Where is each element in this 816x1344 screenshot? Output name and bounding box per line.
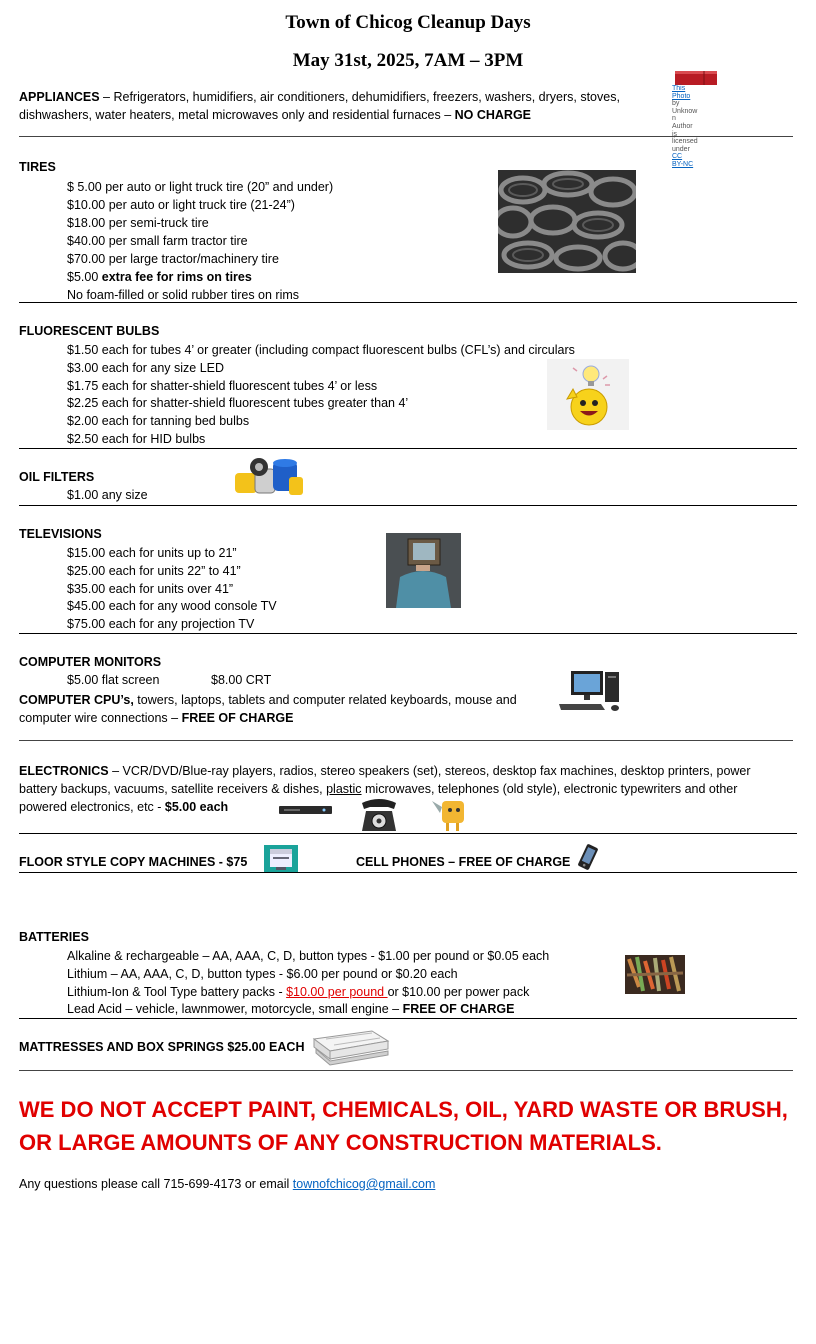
bulb-price-item: $1.75 each for shatter-shield fluorescent tubes 4’ or less bbox=[67, 378, 378, 393]
electronics-plastic: plastic bbox=[326, 782, 362, 796]
cpu-section bbox=[19, 691, 559, 727]
divider bbox=[19, 872, 797, 873]
mattress-image bbox=[312, 1027, 390, 1067]
tv-list bbox=[67, 545, 277, 634]
cpu-line2: computer wire connections – bbox=[19, 711, 182, 725]
batteries-list bbox=[67, 948, 549, 1019]
tires-heading: TIRES bbox=[19, 160, 56, 174]
credit-word: by bbox=[672, 100, 680, 108]
credit-word[interactable]: This bbox=[672, 85, 686, 92]
bulb-price-item: $3.00 each for any size LED bbox=[67, 360, 225, 375]
warning-line2: OR LARGE AMOUNTS OF ANY CONSTRUCTION MATERIALS. bbox=[19, 1130, 662, 1155]
divider bbox=[19, 448, 797, 449]
divider bbox=[19, 740, 793, 741]
monitors-heading: COMPUTER MONITORS bbox=[19, 655, 162, 669]
credit-word: under bbox=[672, 145, 690, 153]
electronics-price: $5.00 each bbox=[164, 800, 229, 814]
lithium-ion-pack: or $10.00 per power pack bbox=[387, 984, 530, 999]
warning-notice bbox=[19, 1093, 809, 1159]
warning-line1: WE DO NOT ACCEPT PAINT, CHEMICALS, OIL, YARD WASTE OR BRUSH, bbox=[19, 1097, 788, 1122]
credit-word: Unknow bbox=[672, 107, 698, 115]
computer-image bbox=[557, 668, 623, 712]
telephone-image bbox=[358, 797, 400, 833]
cpu-charge: FREE OF CHARGE bbox=[181, 711, 294, 725]
lithium-ion-text: Lithium-Ion & Tool Type battery packs - bbox=[67, 984, 287, 999]
appliances-heading: APPLIANCES bbox=[19, 90, 100, 104]
divider bbox=[19, 505, 797, 506]
electronics-heading: ELECTRONICS bbox=[19, 764, 109, 778]
rim-fee-price: $5.00 bbox=[67, 270, 102, 284]
lithium-ion-price: $10.00 per pound bbox=[286, 984, 388, 999]
tv-price-item: $25.00 each for units 22” to 41” bbox=[67, 563, 241, 578]
bulb-price-item: $1.50 each for tubes 4’ or greater (including compact fluorescent bulbs (CFL’s) and circulars bbox=[67, 343, 575, 357]
oil-filter-image bbox=[233, 455, 305, 503]
cpu-line1: towers, laptops, tablets and computer related keyboards, mouse and bbox=[133, 693, 517, 707]
monitor-crt-price: $8.00 CRT bbox=[211, 673, 272, 687]
contact-line bbox=[19, 1177, 435, 1191]
document-title: Town of Chicog Cleanup Days bbox=[285, 12, 531, 33]
monitor-flat-price: $5.00 flat screen bbox=[67, 673, 160, 687]
cell-phones-text: CELL PHONES – FREE OF CHARGE bbox=[356, 855, 571, 869]
divider bbox=[19, 1018, 797, 1019]
tire-price-item: $18.00 per semi-truck tire bbox=[67, 216, 209, 230]
tv-price-item: $75.00 each for any projection TV bbox=[67, 617, 255, 632]
battery-lithium: Lithium – AA, AAA, C, D, button types - $6.00 per pound or $0.20 each bbox=[67, 966, 458, 981]
appliances-line1: – Refrigerators, humidifiers, air conditioners, dehumidifiers, freezers, washers, dryers, stoves, bbox=[99, 90, 620, 104]
bulbs-list bbox=[67, 342, 575, 449]
tire-price-item: $70.00 per large tractor/machinery tire bbox=[67, 252, 279, 266]
credit-word: Author bbox=[672, 122, 693, 130]
electronics-line3: powered electronics, etc - bbox=[19, 800, 165, 814]
divider bbox=[19, 833, 797, 834]
cpu-heading: COMPUTER CPU’s, bbox=[19, 693, 134, 707]
divider bbox=[19, 633, 797, 634]
divider bbox=[19, 136, 793, 137]
bulbs-heading: FLUORESCENT BULBS bbox=[19, 324, 160, 338]
event-date: May 31st, 2025, 7AM – 3PM bbox=[292, 50, 524, 71]
appliance-image bbox=[674, 70, 718, 86]
bulb-price-item: $2.50 each for HID bulbs bbox=[67, 431, 206, 446]
credit-word: is bbox=[672, 130, 678, 138]
mattress-text: MATTRESSES AND BOX SPRINGS $25.00 EACH bbox=[19, 1040, 305, 1054]
bulb-price-item: $2.00 each for tanning bed bulbs bbox=[67, 414, 250, 429]
cell-phone-image bbox=[575, 844, 601, 870]
contact-email-link[interactable]: townofchicog@gmail.com bbox=[292, 1177, 436, 1191]
battery-lithium-ion bbox=[67, 984, 549, 1002]
credit-word: n bbox=[672, 115, 676, 123]
tire-price-item: $10.00 per auto or light truck tire (21-24”) bbox=[67, 198, 295, 212]
credit-word[interactable]: Photo bbox=[672, 92, 691, 100]
oil-heading: OIL FILTERS bbox=[19, 470, 95, 484]
divider bbox=[19, 1070, 793, 1071]
tires-image bbox=[498, 170, 636, 273]
battery-lead-acid bbox=[67, 1001, 549, 1019]
appliances-section bbox=[19, 88, 659, 124]
credit-word[interactable]: CC bbox=[672, 153, 683, 161]
tire-note: No foam-filled or solid rubber tires on rims bbox=[67, 288, 300, 302]
dvd-player-image bbox=[278, 804, 333, 816]
appliances-line2: dishwashers, water heaters, metal microwaves only and residential furnaces – bbox=[19, 108, 455, 122]
oil-price: $1.00 any size bbox=[67, 488, 148, 502]
tire-rim-fee bbox=[67, 268, 333, 286]
tv-price-item: $15.00 each for units up to 21” bbox=[67, 546, 237, 560]
copy-machine-image bbox=[264, 845, 298, 872]
electronics-line2b: microwaves, telephones (old style), electronic typewriters and other bbox=[361, 782, 738, 796]
lead-acid-charge: FREE OF CHARGE bbox=[402, 1002, 515, 1017]
appliances-charge: NO CHARGE bbox=[454, 108, 532, 122]
tv-price-item: $45.00 each for any wood console TV bbox=[67, 599, 277, 614]
tv-head-person-image bbox=[386, 533, 461, 608]
tires-list bbox=[67, 178, 333, 304]
electronics-line1: – VCR/DVD/Blue-ray players, radios, stereo speakers (set), stereos, desktop fax machines, desktop printers, power bbox=[108, 764, 751, 778]
batteries-heading: BATTERIES bbox=[19, 930, 89, 944]
photo-credit[interactable] bbox=[672, 85, 718, 169]
lightbulb-smiley-image bbox=[547, 359, 629, 430]
battery-alkaline: Alkaline & rechargeable – AA, AAA, C, D, button types - $1.00 per pound or $0.05 each bbox=[67, 949, 550, 963]
electronics-line2a: battery backups, vacuums, satellite receivers & dishes, bbox=[19, 782, 327, 796]
bulb-price-item: $2.25 each for shatter-shield fluorescent tubes greater than 4’ bbox=[67, 396, 409, 411]
tire-price-item: $ 5.00 per auto or light truck tire (20” and under) bbox=[67, 180, 334, 194]
electronics-section bbox=[19, 762, 809, 816]
tire-price-item: $40.00 per small farm tractor tire bbox=[67, 234, 248, 248]
copy-machines-text: FLOOR STYLE COPY MACHINES - $75 bbox=[19, 855, 248, 869]
credit-word: licensed bbox=[672, 138, 698, 146]
rim-fee-text: extra fee for rims on tires bbox=[101, 270, 252, 284]
tv-heading: TELEVISIONS bbox=[19, 527, 102, 541]
contact-text: Any questions please call 715-699-4173 or email bbox=[19, 1177, 293, 1191]
batteries-image bbox=[625, 955, 685, 994]
credit-word[interactable]: BY-NC bbox=[672, 160, 694, 168]
divider bbox=[19, 302, 797, 303]
lead-acid-text: Lead Acid – vehicle, lawnmower, motorcycle, small engine – bbox=[67, 1002, 403, 1017]
tv-price-item: $35.00 each for units over 41” bbox=[67, 581, 234, 596]
character-image bbox=[428, 797, 468, 833]
